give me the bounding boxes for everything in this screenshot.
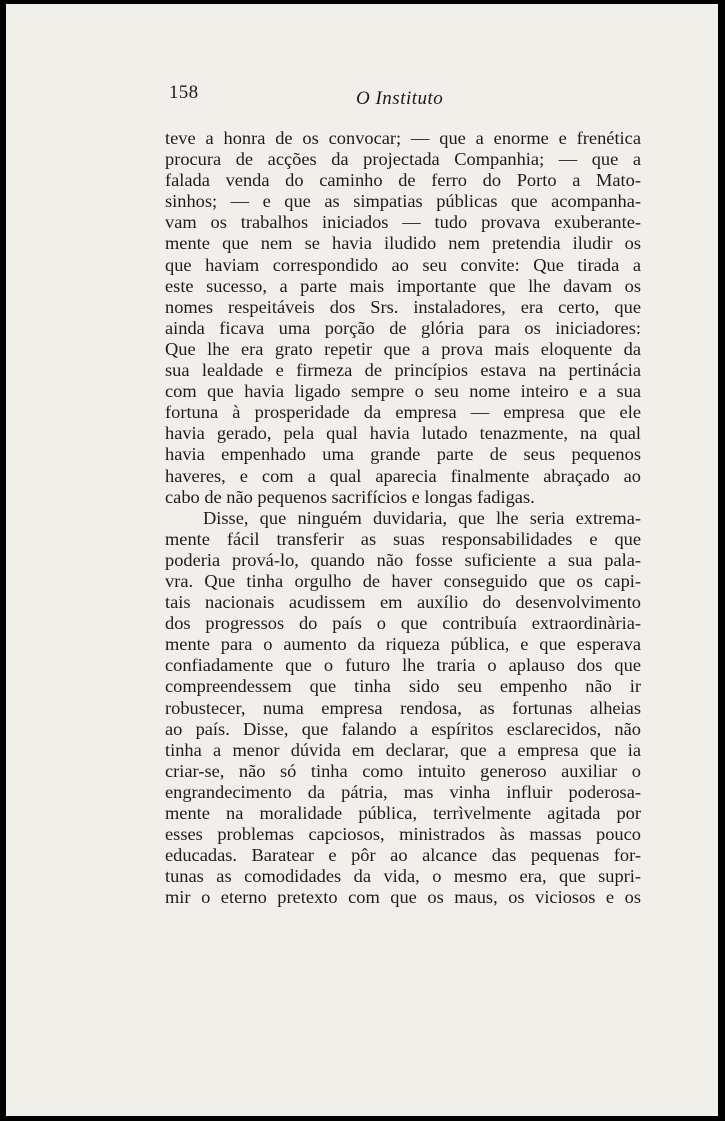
text-line: procura de acções da projectada Companhia; — que a (165, 149, 641, 170)
text-line: sua lealdade e firmeza de princípios estava na pertinácia (165, 360, 641, 381)
text-line: mente para o aumento da riqueza pública, e que esperava (165, 634, 641, 655)
paragraph-first-line: Disse, que ninguém duvidaria, que lhe seria extrema- (203, 507, 641, 528)
text-line: sinhos; — e que as simpatias públicas que acompanha- (165, 191, 641, 212)
text-line: havia gerado, pela qual havia lutado tenazmente, na qual (165, 423, 641, 444)
text-line: vam os trabalhos iniciados — tudo provava exuberante- (165, 212, 641, 233)
text-line: teve a honra de os convocar; — que a enorme e frenética (165, 128, 641, 148)
text-line: mente que nem se havia iludido nem pretendia iludir os (165, 233, 641, 254)
text-line: tinha a menor dúvida em declarar, que a empresa que ia (165, 739, 641, 760)
paragraph-last-line: cabo de não pequenos sacrifícios e longas fadigas. (165, 486, 535, 507)
text-line: educadas. Baratear e pôr ao alcance das pequenas for- (165, 845, 641, 866)
running-title: O Instituto (356, 88, 444, 109)
book-page (6, 4, 718, 1116)
page-header (6, 82, 718, 112)
text-line: engrandecimento da pátria, mas vinha influir poderosa- (165, 781, 641, 802)
text-line: com que havia ligado sempre o seu nome inteiro e a sua (165, 381, 641, 402)
text-line: haveres, e com a qual aparecia finalmente abraçado ao (165, 465, 641, 486)
text-line: confiadamente que o futuro lhe traria o aplauso dos que (165, 655, 641, 676)
text-line: tais nacionais acudissem em auxílio do desenvolvimento (165, 592, 641, 613)
text-line: robustecer, numa empresa rendosa, as fortunas alheias (165, 697, 641, 718)
text-line: fortuna à prosperidade da empresa — empresa que ele (165, 402, 641, 423)
text-line: nomes respeitáveis dos Srs. instaladores, era certo, que (165, 296, 641, 317)
page-number: 158 (169, 82, 199, 103)
body-text (165, 128, 641, 908)
text-line: Que lhe era grato repetir que a prova mais eloquente da (165, 338, 641, 359)
text-line: havia empenhado uma grande parte de seus pequenos (165, 444, 641, 465)
text-line: que haviam correspondido ao seu convite: Que tirada a (165, 254, 641, 275)
text-line: falada venda do caminho de ferro do Porto a Mato- (165, 170, 641, 191)
text-line: este sucesso, a parte mais importante que lhe davam os (165, 275, 641, 296)
text-line: dos progressos do país o que contribuía extraordinària- (165, 613, 641, 634)
text-line: compreendessem que tinha sido seu empenho não ir (165, 676, 641, 697)
text-line: mente fácil transferir as suas responsabilidades e que (165, 528, 641, 549)
text-line: mir o eterno pretexto com que os maus, os viciosos e os (165, 887, 641, 908)
text-line: vra. Que tinha orgulho de haver conseguido que os capi- (165, 570, 641, 591)
text-line: ainda ficava uma porção de glória para os iniciadores: (165, 317, 641, 338)
text-line: criar-se, não só tinha como intuito generoso auxiliar o (165, 760, 641, 781)
text-line: poderia prová-lo, quando não fosse suficiente a sua pala- (165, 549, 641, 570)
text-line: mente na moralidade pública, terrìvelmente agitada por (165, 803, 641, 823)
text-line: tunas as comodidades da vida, o mesmo era, que supri- (165, 866, 641, 887)
text-line: esses problemas capciosos, ministrados às massas pouco (165, 824, 641, 845)
text-line: ao país. Disse, que falando a espíritos esclarecidos, não (165, 718, 641, 739)
